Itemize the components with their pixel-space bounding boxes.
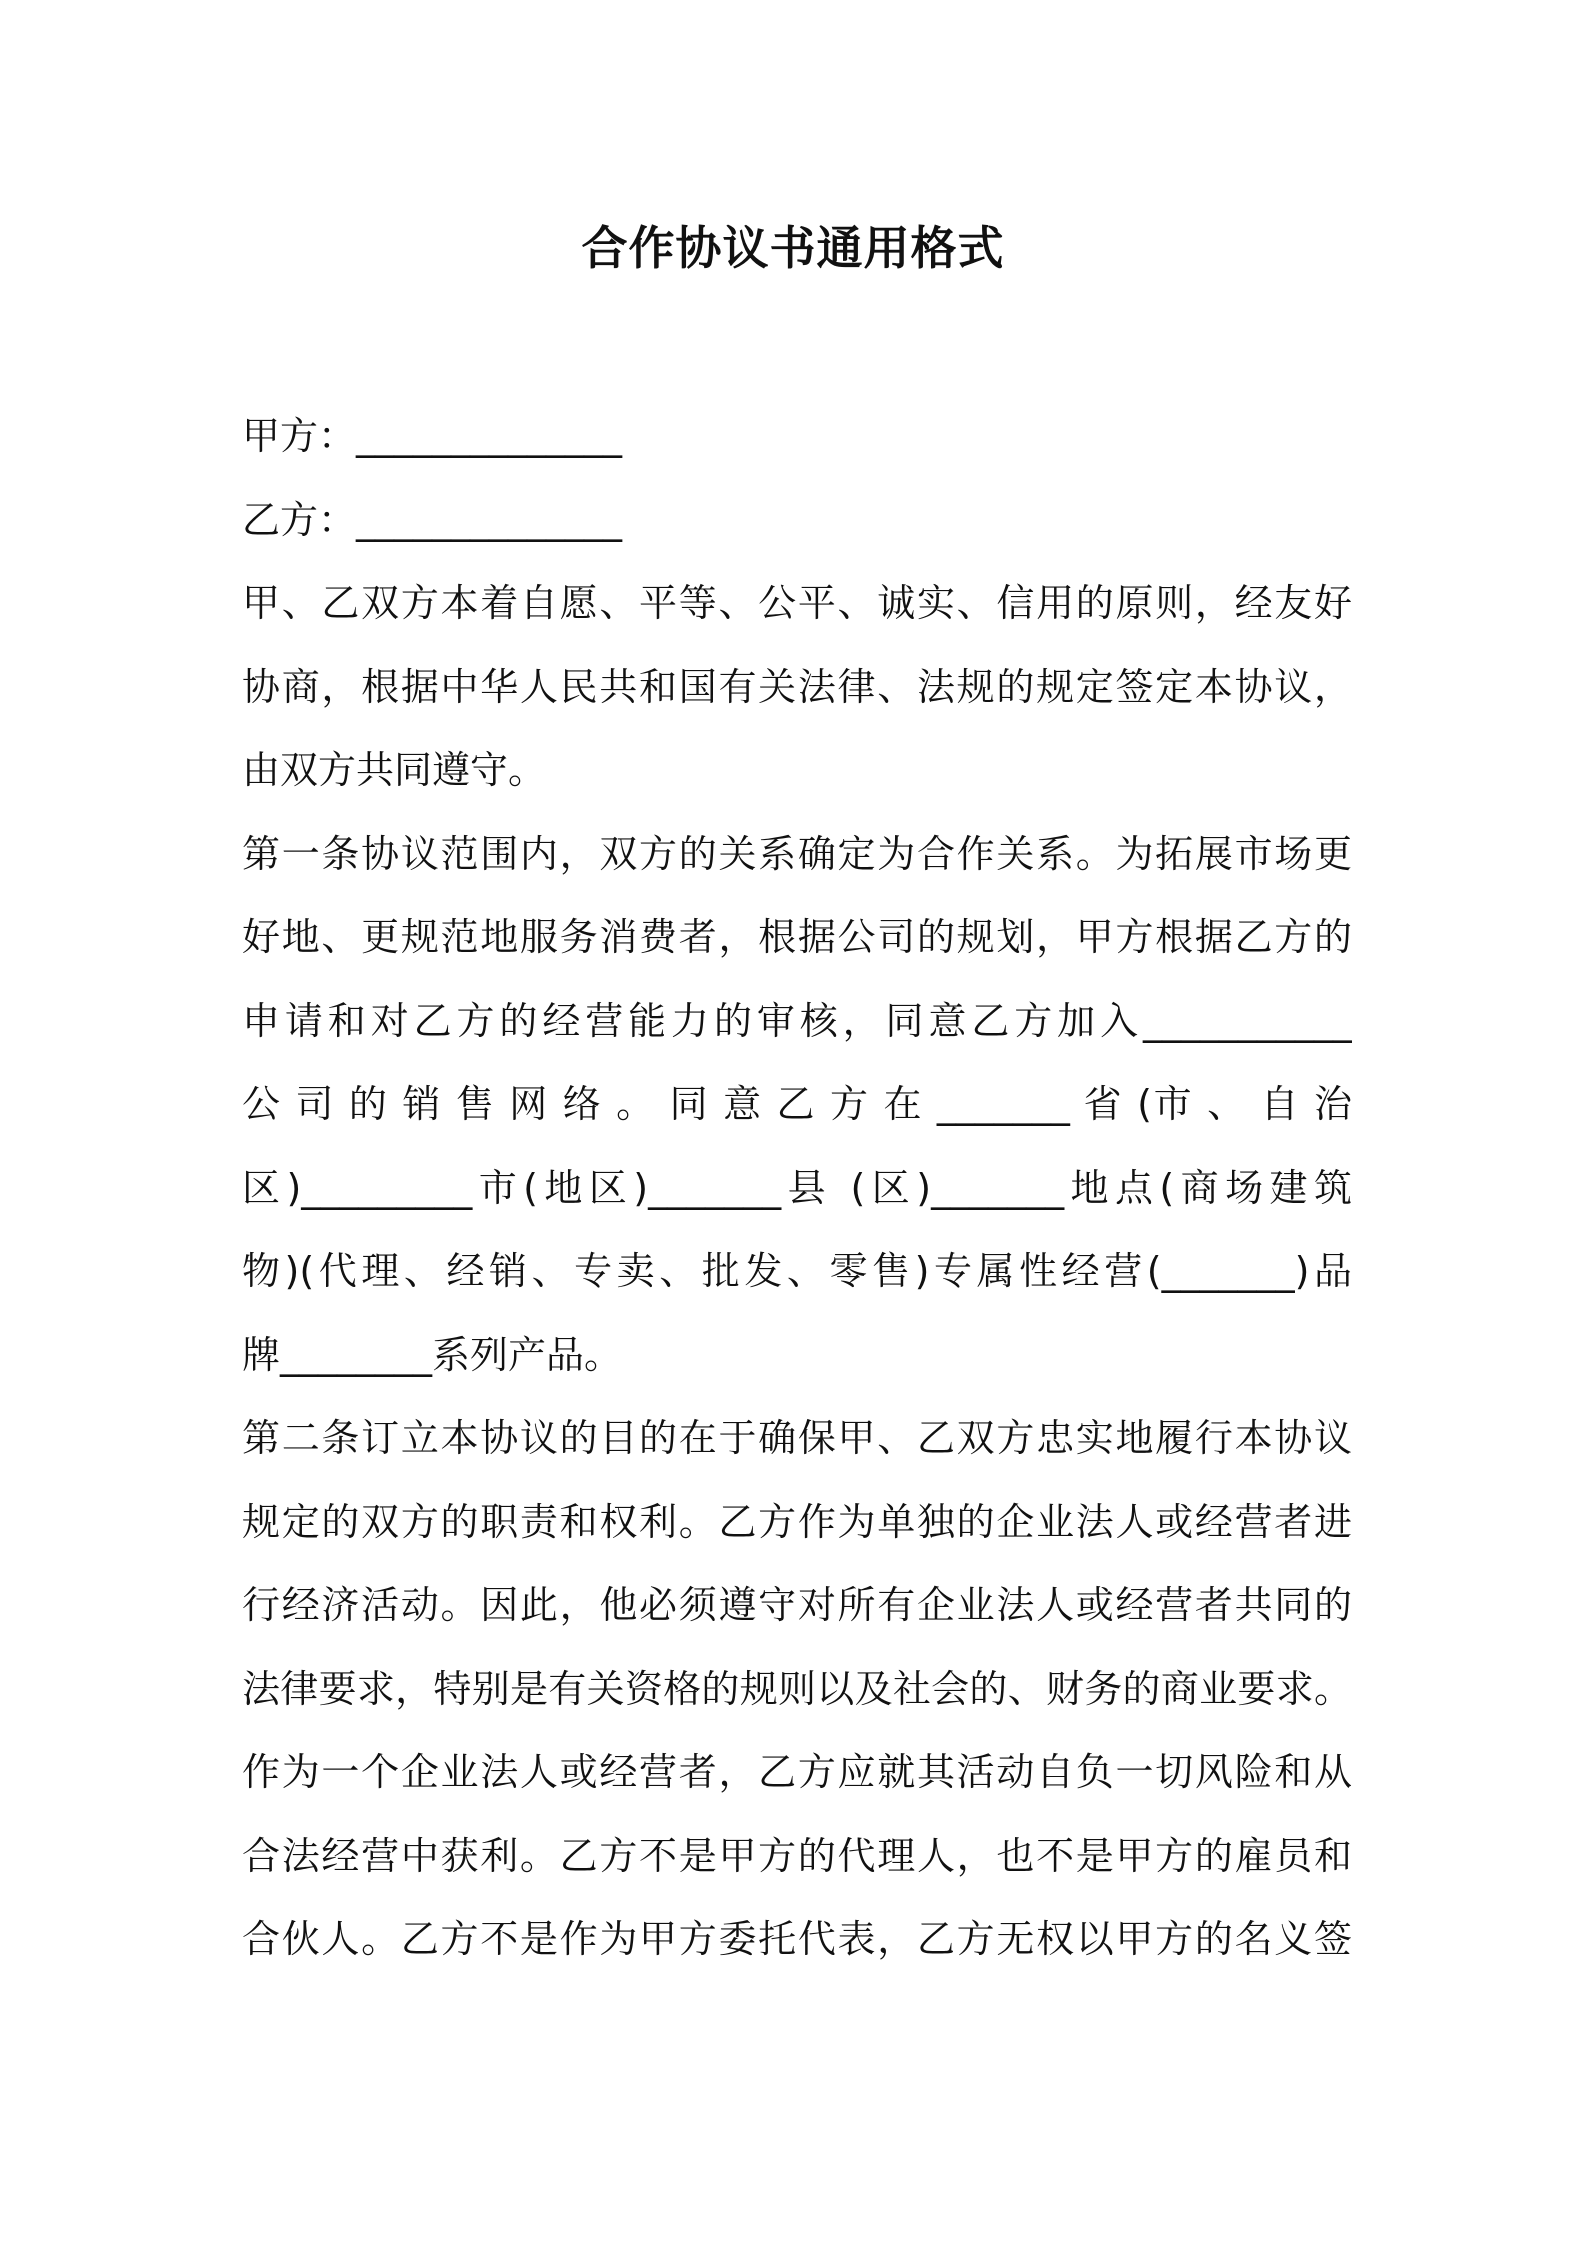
article-1-line: 第一条协议范围内，双方的关系确定为合作关系。为拓展市场更 [242, 831, 1352, 876]
article-2-line: 规定的双方的职责和权利。乙方作为单独的企业法人或经营者进 [242, 1499, 1352, 1544]
document-body [242, 395, 1352, 1982]
article-1-line: 好地、更规范地服务消费者，根据公司的规划，甲方根据乙方的 [242, 915, 1352, 959]
article-1-line: 公 司 的 销 售 网 络 。 同 意 乙 方 在 _______ 省 (市 、 自 治 [242, 1082, 1352, 1126]
party-a-line: 甲方：______________ [242, 414, 623, 458]
article-2-line: 行经济活动。因此，他必须遵守对所有企业法人或经营者共同的 [242, 1583, 1352, 1627]
party-b-line: 乙方：______________ [242, 497, 623, 542]
article-2-line: 作为一个企业法人或经营者，乙方应就其活动自负一切风险和从 [242, 1750, 1352, 1794]
article-2-line: 合法经营中获利。乙方不是甲方的代理人，也不是甲方的雇员和 [242, 1833, 1352, 1878]
article-1-line: 区)_________市(地区)_______县 (区)_______地点(商场建筑 [242, 1165, 1352, 1210]
article-1-line: 牌________系列产品。 [242, 1332, 623, 1377]
article-2-line: 合伙人。乙方不是作为甲方委托代表，乙方无权以甲方的名义签 [242, 1917, 1352, 1961]
paragraph-line: 由双方共同遵守。 [242, 748, 547, 792]
article-2-line: 法律要求，特别是有关资格的规则以及社会的、财务的商业要求。 [242, 1666, 1352, 1711]
article-1-line: 物)(代理、经销、专卖、批发、零售)专属性经营(_______)品 [242, 1249, 1352, 1293]
paragraph-line: 甲、乙双方本着自愿、平等、公平、诚实、信用的原则，经友好 [242, 581, 1352, 625]
article-2-line: 第二条订立本协议的目的在于确保甲、乙双方忠实地履行本协议 [242, 1416, 1352, 1460]
article-1-line: 申请和对乙方的经营能力的审核，同意乙方加入___________ [242, 998, 1352, 1043]
document-title: 合作协议书通用格式 [581, 221, 1005, 275]
paragraph-line: 协商，根据中华人民共和国有关法律、法规的规定签定本协议， [242, 664, 1352, 709]
